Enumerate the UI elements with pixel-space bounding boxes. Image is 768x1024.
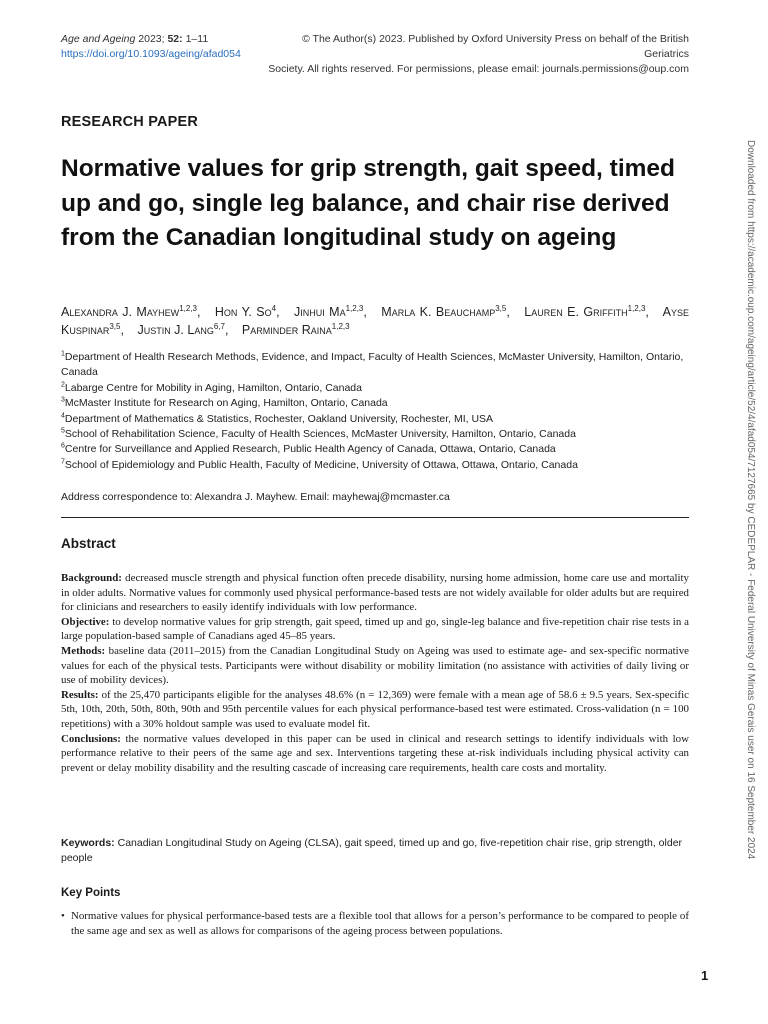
journal-name: Age and Ageing — [61, 33, 136, 45]
page-header — [61, 32, 689, 75]
download-note — [742, 140, 756, 1000]
download-note-text: Downloaded from https://academic.oup.com/ageing/article/52/4/afad054/7127665 by CEDEPLAR - Federal University of Minas Gerais user on 16 September 2024 — [745, 140, 756, 860]
abstract-body — [61, 571, 689, 775]
author-name[interactable]: Justin J. Lang$^{6,7}$, — [137, 321, 229, 337]
affiliation-item: $^5$School of Rehabilitation Science, Faculty of Health Sciences, McMaster University, Hamilton, Ontario, Canada — [61, 427, 576, 441]
keywords-label: Keywords: — [61, 837, 115, 849]
affiliation-item: $^7$School of Epidemiology and Public Health, Faculty of Medicine, University of Ottawa, Ottawa, Ontario, Canada — [61, 458, 578, 471]
paper-title: Normative values for grip strength, gait speed, timed up and go, single leg balance, and chair rise derived from the Canadian longitudinal study on ageing — [61, 155, 675, 251]
key-points-heading: Key Points — [61, 887, 121, 899]
divider — [61, 517, 689, 518]
copyright-notice — [259, 32, 689, 77]
copyright-line-1: © The Author(s) 2023. Published by Oxford University Press on behalf of the British Geriatrics — [302, 33, 689, 60]
citation-block — [61, 32, 241, 62]
section-label: RESEARCH PAPER — [61, 114, 199, 130]
journal-pages: 1–11 — [182, 33, 209, 45]
affiliation-item: $^4$Department of Mathematics & Statistics, Rochester, Oakland University, Rochester, MI, USA — [61, 412, 494, 425]
key-points-list — [61, 909, 689, 938]
abstract-conclusions: Conclusions: the normative values developed in this paper can be used in clinical and research settings to identify individuals with low performance relative to their peers of the same age and sex. Interventions targeting these at-risk individuals including physical activity can prevent or delay mobility disability and the resulting cascade of increasing care requirements, health care costs and mortality. — [61, 732, 689, 774]
abstract-objective: Objective: to develop normative values for grip strength, gait speed, timed up and go, single-leg balance and five-repetition chair rise tests in a large population-based sample of Canadians aged 45–85 years. — [61, 615, 689, 643]
copyright-line-2: Society. All rights reserved. For permissions, please email: journals.permissions@oup.com — [268, 63, 689, 75]
journal-citation — [61, 32, 241, 47]
key-point-item: • Normative values for physical performance-based tests are a flexible tool that allows for a person’s performance to be compared to people of the same age and sex as well as allows for comparisons of the ageing process between populations. — [61, 909, 689, 938]
keywords — [61, 836, 689, 867]
affiliation-item: $^6$Centre for Surveillance and Applied Research, Public Health Agency of Canada, Ottawa, Ontario, Canada — [61, 442, 556, 456]
affiliation-item: $^3$McMaster Institute for Research on Aging, Hamilton, Ontario, Canada — [61, 396, 388, 410]
affiliation-item: $^1$Department of Health Research Methods, Evidence, and Impact, Faculty of Health Sciences, McMaster University, Hamilton, Ontario, Canada — [61, 350, 684, 379]
author-name[interactable]: Lauren E. Griffith$^{1,2,3}$, — [524, 303, 649, 319]
doi-link[interactable]: https://doi.org/10.1093/ageing/afad054 — [61, 48, 241, 60]
author-name[interactable]: Ayse Kuspinar$^{3,5}$, — [61, 305, 690, 337]
author-name[interactable]: Marla K. Beauchamp$^{3,5}$, — [381, 303, 510, 319]
author-name[interactable]: Hon Y. So$^4$, — [214, 303, 280, 319]
abstract-background: Background: decreased muscle strength and physical function often precede disability, nursing home admission, home care use and mortality in older adults. Normative values for commonly used physical performance-based tests are not widely available for older adults but are required for clinicians and researchers to easily identify individuals with low performance. — [61, 572, 689, 614]
affiliation-list — [61, 350, 689, 473]
page-number: 1 — [701, 968, 709, 983]
author-name[interactable]: Parminder Raina$^{1,2,3}$ — [241, 321, 350, 337]
abstract-heading: Abstract — [61, 536, 116, 551]
author-name[interactable]: Jinhui Ma$^{1,2,3}$, — [293, 303, 367, 319]
abstract-results: Results: of the 25,470 participants eligible for the analyses 48.6% (n = 12,369) were female with a mean age of 58.6 ± 9.5 years. Sex-specific 5th, 10th, 20th, 50th, 80th, 90th and 95th percentile values for each physical performance-based test were estimated. Cross-validation (n = 100 repetitions) with a 30% holdout sample was used to evaluate model fit. — [61, 688, 689, 730]
author-list — [61, 304, 689, 339]
keywords-text: Canadian Longitudinal Study on Ageing (CLSA), gait speed, timed up and go, five-repetition chair rise, grip strength, older people — [61, 837, 683, 865]
journal-volume: 52: — [167, 33, 183, 45]
correspondence-address: Address correspondence to: Alexandra J. Mayhew. Email: mayhewaj@mcmaster.ca — [61, 491, 450, 503]
journal-year: 2023; — [135, 33, 168, 45]
author-name[interactable]: Alexandra J. Mayhew$^{1,2,3}$, — [61, 303, 201, 319]
abstract-methods: Methods: baseline data (2011–2015) from the Canadian Longitudinal Study on Ageing was used to estimate age- and sex-specific normative values for each of the physical tests. Participants were without disability or mobility limitation (no assistance with activities of daily living or use of mobility devices). — [61, 644, 689, 687]
affiliation-item: $^2$Labarge Centre for Mobility in Aging, Hamilton, Ontario, Canada — [61, 381, 362, 394]
